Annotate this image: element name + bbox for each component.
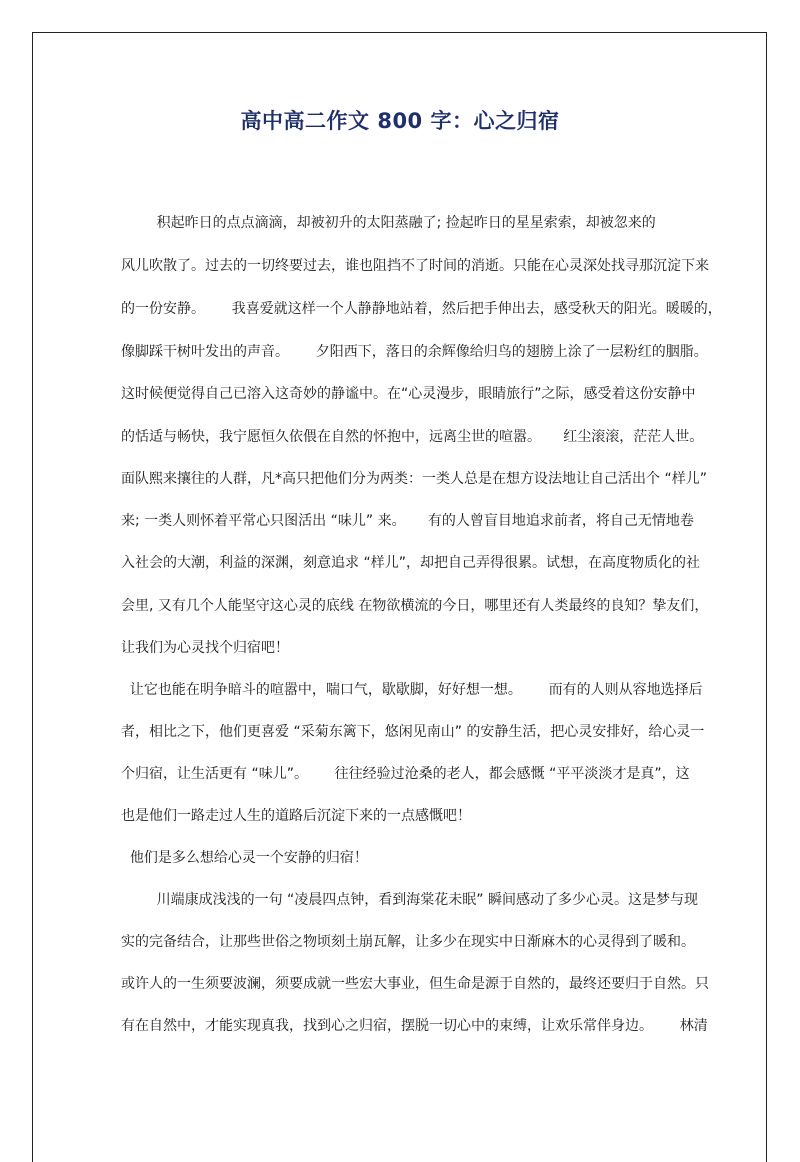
text-line: 有在自然中，才能实现真我，找到心之归宿，摆脱一切心中的束缚，让欢乐常伴身边。 林清 bbox=[121, 1018, 708, 1034]
text-line: 或许人的一生须要波澜，须要成就一些宏大事业，但生命是源于自然的，最终还要归于自然。只 bbox=[121, 976, 709, 992]
text-line: 会里, 又有几个人能坚守这心灵的底线 在物欲横流的今日，哪里还有人类最终的良知？挚友们， bbox=[121, 598, 709, 614]
text-line: 风儿吹散了。过去的一切终要过去，谁也阻挡不了时间的消逝。只能在心灵深处找寻那沉淀下来 bbox=[121, 258, 709, 274]
text-line: 者，相比之下，他们更喜爱 “采菊东篱下，悠闲见南山” 的安静生活，把心灵安排好，给心灵一 bbox=[121, 724, 705, 740]
text-line: 面队熙来攘往的人群，凡*高只把他们分为两类：一类人总是在想方设法地让自己活出个 “样儿” bbox=[121, 471, 707, 487]
text-line: 这时候便觉得自己已溶入这奇妙的静谧中。在“心灵漫步，眼睛旅行”之际，感受着这份安静中 bbox=[121, 386, 696, 402]
text-line: 像脚踩干树叶发出的声音。 夕阳西下，落日的余辉像给归鸟的翅膀上涂了一层粉红的胭脂。 bbox=[121, 344, 708, 360]
text-line: 的恬适与畅快，我宁愿恒久依偎在自然的怀抱中，远离尘世的喧嚣。 红尘滚滚，茫茫人世。 bbox=[121, 429, 704, 445]
text-line: 来; 一类人则怀着平常心只图活出 “味儿” 来。 有的人曾盲目地追求前者，将自己无情地卷 bbox=[121, 513, 694, 529]
text-line: 让我们为心灵找个归宿吧！ bbox=[121, 640, 289, 656]
text-line: 实的完备结合，让那些世俗之物顷刻土崩瓦解，让多少在现实中日渐麻木的心灵得到了暖和。 bbox=[121, 934, 695, 950]
text-line: 的一份安静。 我喜爱就这样一个人静静地站着，然后把手伸出去，感受秋天的阳光。暖暖的， bbox=[121, 301, 722, 317]
text-line: 积起昨日的点点滴滴，却被初升的太阳蒸融了; 捡起昨日的星星索索，却被忽来的 bbox=[121, 215, 656, 231]
text-line: 川端康成浅浅的一句 “凌晨四点钟，看到海棠花未眠” 瞬间感动了多少心灵。这是梦与现 bbox=[121, 892, 699, 908]
text-line: 个归宿，让生活更有 “味儿”。 往往经验过沧桑的老人，都会感慨 “平平淡淡才是真”，这 bbox=[121, 766, 690, 782]
page-title: 高中高二作文 800 字：心之归宿 bbox=[240, 109, 560, 133]
text-line: 让它也能在明争暗斗的喧嚣中，喘口气，歇歇脚，好好想一想。 而有的人则从容地选择后 bbox=[121, 682, 703, 698]
text-line: 入社会的大潮，利益的深渊，刻意追求 “样儿”，却把自己弄得很累。试想，在高度物质化的社 bbox=[121, 555, 700, 571]
text-line: 他们是多么想给心灵一个安静的归宿！ bbox=[121, 850, 368, 866]
text-line: 也是他们一路走过人生的道路后沉淀下来的一点感慨吧！ bbox=[121, 808, 471, 824]
